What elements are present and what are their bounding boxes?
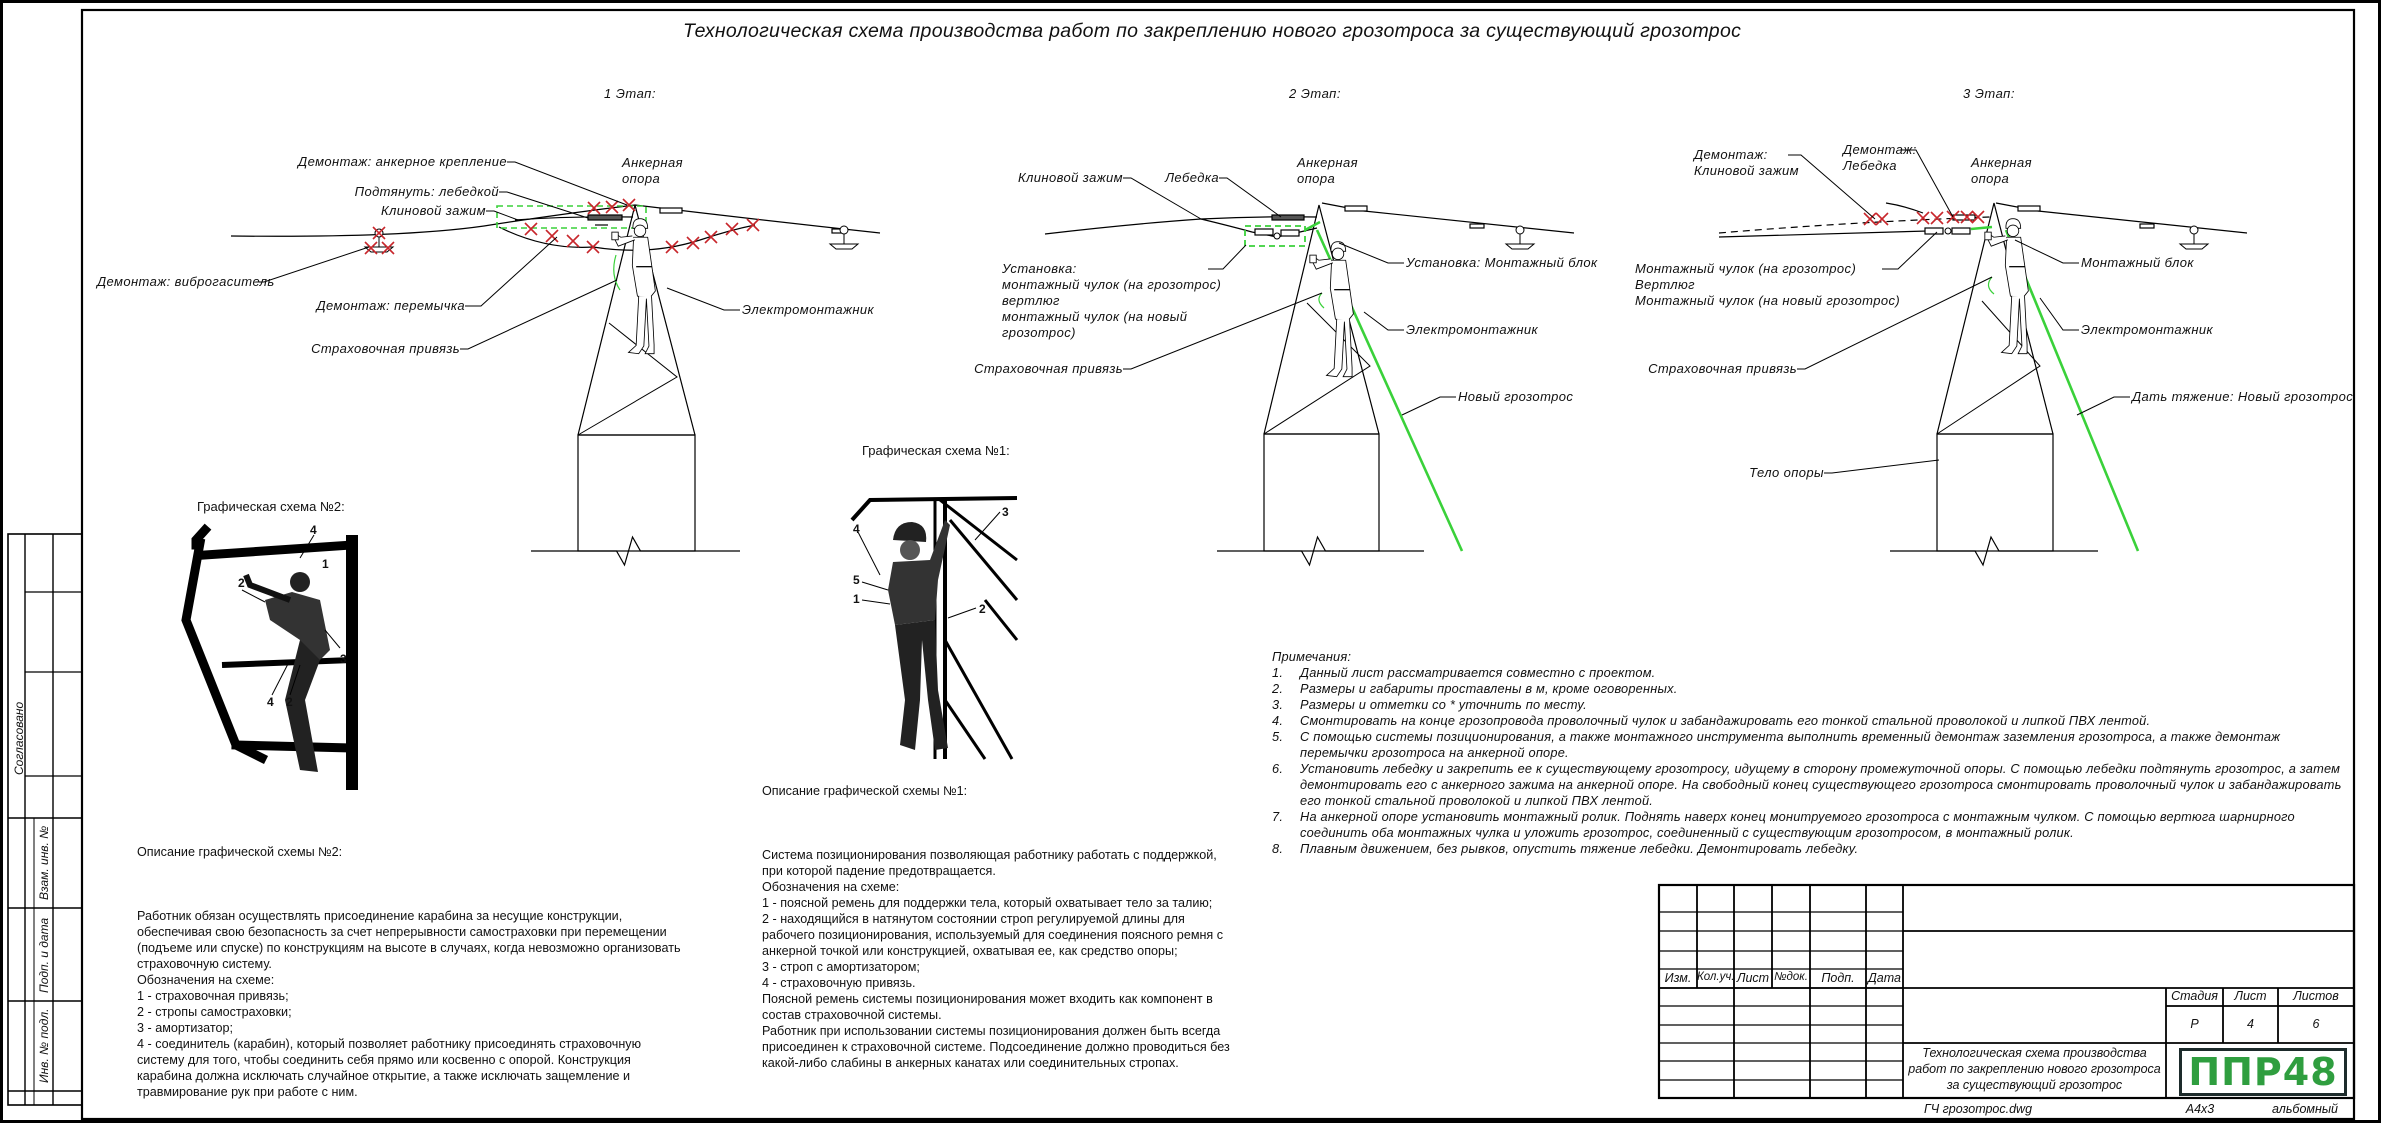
s3-demount-winch-label: Демонтаж: Лебедка <box>1843 142 1917 173</box>
mounting-stocking <box>1281 230 1299 236</box>
scheme1-truss-diag <box>985 600 1017 640</box>
s3-tower-body-label: Тело опоры <box>1749 465 1824 480</box>
tb-header-kol: Кол.уч. <box>1697 971 1735 983</box>
existing-ground-wire <box>1719 231 1928 237</box>
note-text: На анкерной опоре установить монтажный ролик. Поднять наверх конец монитруемого грозотроса с монтажным чулком. С помощью вертюга шарнирного соединить оба монтажных чулка и уложить грозотрос, соединенный с существующим грозотросом, в монтажный ролик. <box>1300 809 2295 840</box>
leader-line <box>858 532 880 575</box>
tb-file-name: ГЧ грозотрос.dwg <box>1923 1102 2033 1116</box>
head <box>290 572 310 592</box>
scheme-2-title: Графическая схема №2: <box>197 499 345 514</box>
mounting-stocking <box>1925 228 1943 234</box>
leader-line <box>862 582 888 590</box>
note-text: Размеры и габариты проставлены в м, кроме оговоренных. <box>1300 681 1678 696</box>
side-stamp-sign-date: Подп. и дата <box>37 917 51 993</box>
description-line: анкерной точкой или конструкцией, охватывая ее, как средство опоры; <box>762 944 1178 958</box>
s2-install-block-label: Установка: Монтажный блок <box>1406 255 1598 270</box>
winch <box>588 215 622 220</box>
new-wire-top <box>1971 227 1992 229</box>
side-stamp-agreed: Согласовано <box>12 701 26 775</box>
leader-line <box>2077 397 2130 415</box>
scheme-2-callout: 4 <box>310 523 317 537</box>
scheme-1-callout: 2 <box>979 602 986 616</box>
tb-header-izm: Изм. <box>1664 971 1692 985</box>
tb-orientation: альбомный <box>2271 1102 2338 1116</box>
tower-body <box>578 435 695 551</box>
note-text: С помощью системы позиционирования, а также монтажного инструмента выполнить временный демонтаж заземления грозотроса, а также демонтаж перемычки грозотроса на анкерной опоре. <box>1300 729 2281 760</box>
notes-title: Примечания: <box>1272 649 1352 664</box>
notes <box>1272 649 2347 857</box>
note-item <box>1272 697 2347 713</box>
description-line: травмирование рук при работе с ним. <box>137 1085 358 1099</box>
tower-body <box>1937 434 2053 551</box>
tower-lattice <box>578 323 677 435</box>
tb-format: А4х3 <box>2185 1102 2215 1116</box>
torso-jacket <box>632 237 655 297</box>
note-text: Установить лебедку и закрепить ее к существующему грозотросу, идущему в сторону промежуточной опоры. С помощью лебедки подтянуть грозотрос, а затем демонтировать его с анкерного зажима на анкерной опоре. На свободный конец существующего грозотроса смонтировать проволочный чулок и забандажировать его тонкой стальной проволокой и липкой ПВХ лентой. <box>1300 761 2342 808</box>
damper-ring <box>2190 226 2198 234</box>
removal-cross-icon <box>567 235 579 247</box>
tb-sheet: 4 <box>2247 1017 2254 1031</box>
hand-tool <box>1985 232 1991 240</box>
s3-demount-clamp-label: Демонтаж: Клиновой зажим <box>1694 147 1799 178</box>
tb-stage: Р <box>2190 1017 2199 1031</box>
s1-harness-label: Страховочная привязь <box>311 341 460 356</box>
s1-pull-winch-label: Подтянуть: лебедкой <box>354 184 499 199</box>
description-line: Обозначения на схеме: <box>137 973 275 987</box>
s3-stockings-label: Монтажный чулок (на грозотрос) Вертлюг Монтажный чулок (на новый грозотрос) <box>1635 261 1901 308</box>
description-line: страховочную систему. <box>137 957 272 971</box>
description-line: 3 - амортизатор; <box>137 1021 234 1035</box>
scheme1-truss-diag <box>945 640 1012 759</box>
damper-weight <box>2180 244 2208 249</box>
description-line: 1 - страховочная привязь; <box>137 989 289 1003</box>
removal-cross-icon <box>1876 213 1888 225</box>
note-item <box>1272 841 2347 857</box>
arm <box>246 575 290 600</box>
description-line: 2 - стропы самостраховки; <box>137 1005 292 1019</box>
removal-cross-icon <box>546 230 558 242</box>
tb-sheets: 6 <box>2312 1017 2320 1031</box>
electrician-figure <box>1310 242 1354 377</box>
description-line: обеспечивая свою безопасность за счет непрерывности самостраховки при перемещении <box>137 925 667 939</box>
leader-line <box>465 237 557 306</box>
note-item <box>1272 729 2347 761</box>
note-number: 1. <box>1272 665 1284 680</box>
removed-cable-end <box>1886 203 1923 213</box>
leader-line <box>1824 460 1939 473</box>
tension-clamp <box>1345 206 1367 211</box>
damper-weight <box>830 244 858 249</box>
damper-ring <box>1516 226 1524 234</box>
tb-header-doc: №док. <box>1774 971 1808 983</box>
winch <box>1272 215 1304 220</box>
head <box>2007 225 2019 237</box>
safety-lanyard <box>1988 277 1994 294</box>
scheme2-frame-bottom <box>236 745 352 748</box>
s2-anchor-support-label: Анкерная опора <box>1297 155 1358 186</box>
tb-header-date: Дата <box>1868 971 1901 985</box>
description-line: 4 - соединитель (карабин), который позволяет работнику присоединять страховочную <box>137 1037 642 1051</box>
removal-cross-icon <box>588 202 600 214</box>
scheme2-frame-mid <box>222 660 352 665</box>
swivel <box>1274 233 1280 239</box>
side-stamp-replace-inv: Взам. инв. № <box>37 825 51 900</box>
s3-electrician-label: Электромонтажник <box>2081 322 2214 337</box>
note-text: Смонтировать на конце грозопровода проволочный чулок и забандажировать его тонкой стальной проволокой и липкой ПВХ лентой. <box>1300 713 2151 728</box>
s3-tension-label: Дать тяжение: Новый грозотрос <box>2132 389 2354 404</box>
swivel <box>1945 228 1951 234</box>
logo-text: ППР48 <box>2188 1050 2338 1094</box>
note-number: 7. <box>1272 809 1284 824</box>
damper-ring <box>840 226 848 234</box>
tb-doc-title: Технологическая схема производства работ по закреплению нового грозотроса за существующий грозотрос <box>1908 1046 2161 1092</box>
scheme-2-callout: 4 <box>267 695 274 709</box>
safety-lanyard <box>1319 293 1324 308</box>
scheme-2-description <box>137 812 681 1116</box>
tb-header-list: Лист <box>1736 971 1770 985</box>
description-line: (подъеме или спуске) по конструкциям на высоте в случаях, когда невозможно организовать <box>137 941 681 955</box>
tb-stage-label: Стадия <box>2171 989 2218 1003</box>
leader-line <box>1219 178 1281 217</box>
note-item <box>1272 761 2347 809</box>
leader-line <box>486 211 518 220</box>
description-line: Система позиционирования позволяющая работнику работать с поддержкой, <box>762 848 1217 862</box>
note-item <box>1272 713 2347 729</box>
leader-line <box>2015 240 2079 263</box>
note-item <box>1272 681 2347 697</box>
s2-wedge-clamp-label: Клиновой зажим <box>1018 170 1123 185</box>
leader-line <box>460 280 617 349</box>
note-number: 4. <box>1272 713 1284 728</box>
description-line: при которой падение предотвращается. <box>762 864 996 878</box>
head <box>1332 248 1344 260</box>
description-line: систему для того, чтобы соединить себя прямо или косвенно с опорой. Конструкция <box>137 1053 631 1067</box>
s1-wedge-clamp-label: Клиновой зажим <box>381 203 486 218</box>
scheme-2-callout: 2 <box>286 695 293 709</box>
stage-2-label: 2 Этап: <box>1289 86 1341 101</box>
tb-sheets-label: Листов <box>2293 989 2339 1003</box>
legs <box>2001 296 2027 354</box>
description-line: 3 - строп с амортизатором; <box>762 960 920 974</box>
s3-anchor-support-label: Анкерная опора <box>1971 155 2032 186</box>
insulator-damper-icon <box>2180 226 2208 249</box>
scheme-2-callout: 1 <box>322 557 329 571</box>
note-number: 5. <box>1272 729 1284 744</box>
insulator-damper-icon <box>1506 226 1534 249</box>
scheme2-frame-left <box>186 543 262 758</box>
description-line: 2 - находящийся в натянутом состоянии строп регулируемой длины для <box>762 912 1185 926</box>
description-line: 1 - поясной ремень для поддержки тела, который охватывает тело за талию; <box>762 896 1213 910</box>
scheme-1-title: Графическая схема №1: <box>862 443 1010 458</box>
head <box>900 540 920 560</box>
hand-tool <box>612 232 618 240</box>
note-number: 2. <box>1272 681 1284 696</box>
removal-cross-icon <box>525 223 537 235</box>
drawing-title: Технологическая схема производства работ по закреплению нового грозотроса за существующий грозотрос <box>683 20 1742 42</box>
scheme2-frame-bar <box>205 545 352 555</box>
hand-tool <box>1310 255 1316 263</box>
note-text: Размеры и отметки со * уточнить по месту. <box>1300 697 1587 712</box>
legs <box>895 620 948 750</box>
removal-cross-icon <box>747 219 759 231</box>
legs <box>628 296 654 354</box>
notes-list <box>1272 665 2347 857</box>
s1-demount-damper-label: Демонтаж: виброгаситель <box>97 274 275 289</box>
head <box>634 225 646 237</box>
tb-header-sign: Подп. <box>1821 971 1855 985</box>
description-line: Обозначения на схеме: <box>762 880 900 894</box>
tension-clamp <box>660 208 682 213</box>
tension-clamp <box>2018 206 2040 211</box>
leader-line <box>499 192 588 218</box>
ppr48-logo <box>2179 1048 2347 1096</box>
s2-harness-label: Страховочная привязь <box>974 361 1123 376</box>
s2-electrician-label: Электромонтажник <box>1406 322 1539 337</box>
removal-cross-icon <box>705 231 717 243</box>
legs <box>1326 319 1352 377</box>
tower-body <box>1264 434 1379 551</box>
note-number: 6. <box>1272 761 1284 776</box>
electrician-figure <box>1985 219 2029 354</box>
note-text: Плавным движением, без рывков, опустить тяжение лебедки. Демонтировать лебедку. <box>1300 841 1859 856</box>
description-line: Поясной ремень системы позиционирования может входить как компонент в <box>762 992 1213 1006</box>
description-line: какой-либо слабины в анкерных канатах или соединительных стропах. <box>762 1056 1179 1070</box>
scheme-1-description <box>762 751 1230 1087</box>
leader-line <box>507 162 627 205</box>
tension-clamp <box>1470 224 1484 228</box>
s1-demount-anchor-label: Демонтаж: анкерное крепление <box>298 154 507 169</box>
scheme-1-description-body <box>762 847 1230 1071</box>
tb-sheet-label: Лист <box>2234 989 2267 1003</box>
description-line: Работник обязан осуществлять присоединение карабина за несущие конструкции, <box>137 909 623 923</box>
note-number: 8. <box>1272 841 1284 856</box>
s2-winch-label: Лебедка <box>1165 170 1219 185</box>
mounting-stocking <box>1952 228 1970 234</box>
scheme-1-callout: 4 <box>853 522 860 536</box>
stage-3-label: 3 Этап: <box>1963 86 2015 101</box>
leader-line <box>1364 312 1404 330</box>
helmet <box>893 522 926 542</box>
leader-line <box>1339 243 1404 263</box>
note-text: Данный лист рассматривается совместно с проектом. <box>1300 665 1656 680</box>
tension-clamp <box>2140 224 2154 228</box>
scheme-1-description-title: Описание графической схемы №1: <box>762 784 968 798</box>
scheme-1-callout: 5 <box>853 573 860 587</box>
s2-install-label: Установка: монтажный чулок (на грозотрос) вертлюг монтажный чулок (на новый грозотрос) <box>1002 261 1222 340</box>
description-line: присоединен к страховочной системе. Подсоединение должно проводиться без <box>762 1040 1230 1054</box>
torso-jacket <box>2005 237 2028 297</box>
description-line: рабочего позиционирования, используемый для соединения поясного ремня с <box>762 928 1224 942</box>
damper-weight <box>1506 244 1534 249</box>
s1-anchor-support-label: Анкерная опора <box>622 155 683 186</box>
scheme-1-callout: 3 <box>1002 505 1009 519</box>
stage-1-label: 1 Этап: <box>604 86 656 101</box>
description-line: состав страховочной системы. <box>762 1008 942 1022</box>
s1-electrician-label: Электромонтажник <box>742 302 875 317</box>
mounting-stocking <box>1255 229 1273 235</box>
s3-block-label: Монтажный блок <box>2081 255 2194 270</box>
removal-cross-icon <box>1931 212 1943 224</box>
description-line: Работник при использовании системы позиционирования должен быть всегда <box>762 1024 1221 1038</box>
leader-line <box>667 288 740 310</box>
note-number: 3. <box>1272 697 1284 712</box>
scheme1-worker-figure <box>888 520 950 750</box>
s2-new-wire-label: Новый грозотрос <box>1458 389 1574 404</box>
description-line: карабина должна исключать случайное открытие, а также исключать защемление и <box>137 1069 631 1083</box>
scheme-2-callout: 3 <box>340 652 347 666</box>
leader-line <box>948 608 976 618</box>
leader-line <box>862 600 890 604</box>
s1-demount-jumper-label: Демонтаж: перемычка <box>316 298 465 313</box>
note-item <box>1272 809 2347 841</box>
scheme-2-description-body <box>137 908 681 1100</box>
description-line: 4 - страховочную привязь. <box>762 976 916 990</box>
scheme-2-description-title: Описание графической схемы №2: <box>137 845 343 859</box>
s3-harness-label: Страховочная привязь <box>1648 361 1797 376</box>
leader-line <box>1402 397 1456 415</box>
scheme-1-callout: 1 <box>853 592 860 606</box>
removal-cross-icon <box>1917 212 1929 224</box>
scheme-2-callout: 2 <box>238 576 245 590</box>
note-item <box>1272 665 2347 681</box>
side-stamp-inv-orig: Инв. № подл. <box>37 1008 51 1083</box>
torso-jacket <box>1330 260 1353 320</box>
